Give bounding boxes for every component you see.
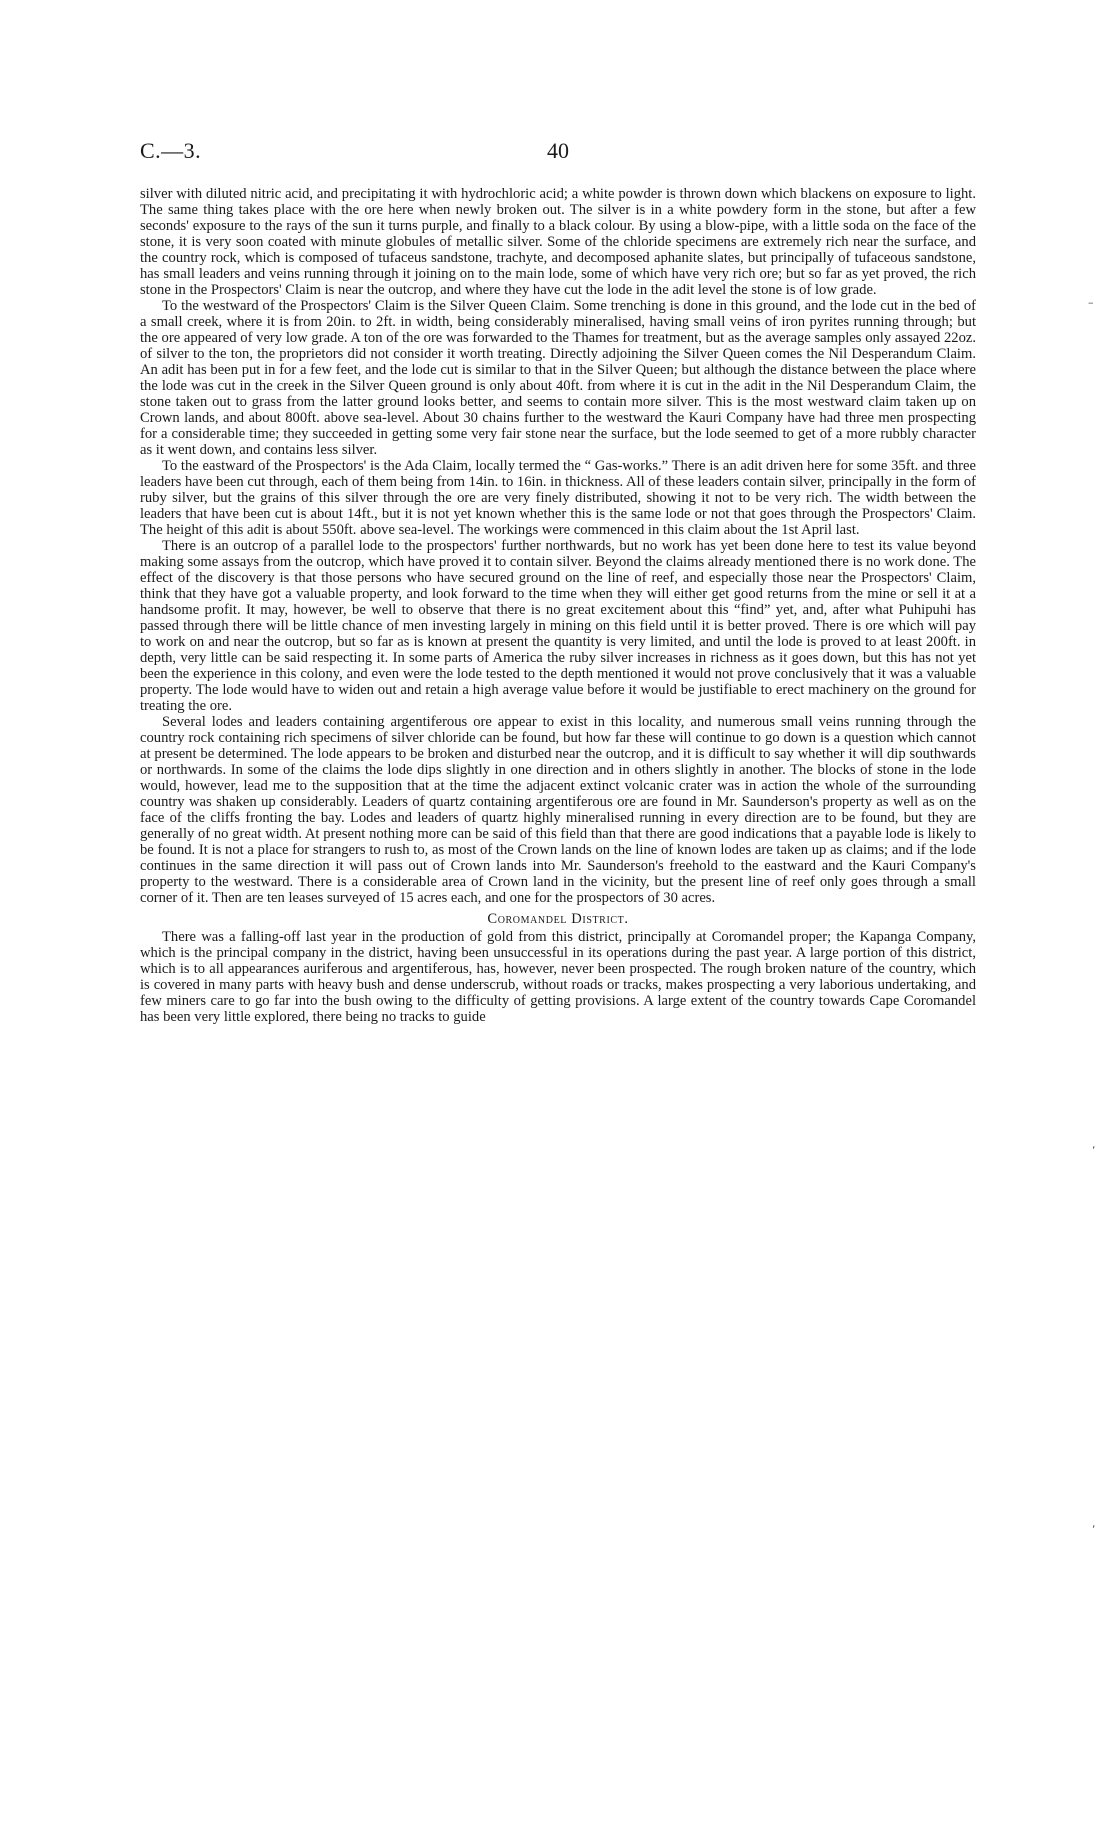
margin-mark-icon: – (1088, 296, 1094, 309)
document-reference: C.—3. (140, 138, 202, 163)
paragraph: Several lodes and leaders containing argentiferous ore appear to exist in this locality, and numerous small veins running through the country rock containing rich specimens of silver chloride can be found, but how far these will continue to go down is a question which cannot at present be determined. The lode appears to be broken and disturbed near the outcrop, and it is difficult to say whether it will dip southwards or northwards. In some of the claims the lode dips slightly in one direction and in others slightly in another. The blocks of stone in the lode would, however, lead me to the supposition that at the time the adjacent extinct volcanic crater was in action the whole of the surrounding country was shaken up considerably. Leaders of quartz containing argentiferous ore are found in Mr. Saunderson's property as well as on the face of the cliffs fronting the bay. Lodes and leaders of quartz highly mineralised running in every direction are to be found, but they are generally of no great width. At present nothing more can be said of this field than that there are good indications that a payable lode is likely to be found. It is not a place for strangers to rush to, as most of the Crown lands on the line of known lodes are taken up as claims; and if the lode continues in the same direction it will pass out of Crown lands into Mr. Saunderson's freehold to the eastward and the Kauri Company's property to the westward. There is a considerable area of Crown land in the vicinity, but the present line of reef only goes through a small corner of it. Then are ten leases surveyed of 15 acres each, and one for the prospectors of 30 acres. (140, 714, 976, 906)
section-heading: Coromandel District. (487, 911, 629, 927)
paragraph: There was a falling-off last year in the production of gold from this district, principally at Coromandel proper; the Kapanga Company, which is the principal company in the district, having been unsuccessful in its operations during the past year. A large portion of this district, which is to all appearances auriferous and argentiferous, has, however, never been prospected. The rough broken nature of the country, which is covered in many parts with heavy bush and dense underscrub, without roads or tracks, makes prospecting a very laborious undertaking, and few miners care to go far into the bush owing to the difficulty of getting provisions. A large extent of the country towards Cape Coromandel has been very little explored, there being no tracks to guide (140, 929, 976, 1025)
page-number: 40 (547, 138, 569, 163)
paragraph: To the westward of the Prospectors' Claim is the Silver Queen Claim. Some trenching is done in this ground, and the lode cut in the bed of a small creek, where it is from 20in. to 2ft. in width, being considerably mineralised, having small veins of iron pyrites running through; but the ore appeared of very low grade. A ton of the ore was forwarded to the Thames for treatment, but as the average samples only assayed 22oz. of silver to the ton, the proprietors did not consider it worth treating. Directly adjoining the Silver Queen comes the Nil Desperandum Claim. An adit has been put in for a few feet, and the lode cut is similar to that in the Silver Queen; but although the distance between the place where the lode was cut in the creek in the Silver Queen ground is only about 40ft. from where it is cut in the adit in the Nil Desperandum Claim, the stone taken out to grass from the latter ground looks better, and seems to contain more silver. This is the most westward claim taken up on Crown lands, and about 800ft. above sea-level. About 30 chains further to the westward the Kauri Company have had three men prospecting for a considerable time; they succeeded in getting some very fair stone near the surface, but the lode seemed to get of a more rubbly character as it went down, and contains less silver. (140, 298, 976, 458)
page-header (140, 138, 976, 168)
paragraph: silver with diluted nitric acid, and precipitating it with hydrochloric acid; a white powder is thrown down which blackens on exposure to light. The same thing takes place with the ore here when newly broken out. The silver is in a white powdery form in the stone, but after a few seconds' exposure to the rays of the sun it turns purple, and finally to a black colour. By using a blow-pipe, with a little soda on the face of the stone, it is very soon coated with minute globules of metallic silver. Some of the chloride specimens are extremely rich near the surface, and the country rock, which is composed of tufaceus sandstone, trachyte, and decomposed aphanite slates, but principally of tufaceous sandstone, has small leaders and veins running through it joining on to the main lode, some of which have very rich ore; but so far as yet proved, the rich stone in the Prospectors' Claim is near the outcrop, and where they have cut the lode in the adit level the stone is of low grade. (140, 186, 976, 298)
margin-mark-icon: ‘ (1092, 1144, 1096, 1157)
paragraph: There is an outcrop of a parallel lode to the prospectors' further northwards, but no work has yet been done here to test its value beyond making some assays from the outcrop, which have proved it to contain silver. Beyond the claims already mentioned there is no work done. The effect of the discovery is that those persons who have secured ground on the line of reef, and especially those near the Prospectors' Claim, think that they have got a valuable property, and look forward to the time when they will either get good returns from the mine or sell it at a handsome profit. It may, however, be well to observe that there is no great excitement about this “find” yet, and, after what Puhipuhi has passed through there will be little chance of men investing largely in mining on this field until it is better proved. There is ore which will pay to work on and near the outcrop, but so far as is known at present the quantity is very limited, and until the lode is proved to at least 200ft. in depth, very little can be said respecting it. In some parts of America the ruby silver increases in richness as it goes down, but this has not yet been the experience in this colony, and even were the lode tested to the depth mentioned it would not prove conclusively that it was a valuable property. The lode would have to widen out and retain a high average value before it would be justifiable to erect machinery on the ground for treating the ore. (140, 538, 976, 714)
paragraph: To the eastward of the Prospectors' is the Ada Claim, locally termed the “ Gas-works.” There is an adit driven here for some 35ft. and three leaders have been cut through, each of them being from 14in. to 16in. in thickness. All of these leaders contain silver, principally in the form of ruby silver, but the grains of this silver through the ore are very finely distributed, showing it not to be very rich. The width between the leaders that have been cut is about 14ft., but it is not yet known whether this is the same lode or not that goes through the Prospectors' Claim. The height of this adit is about 550ft. above sea-level. The workings were commenced in this claim about the 1st April last. (140, 458, 976, 538)
margin-mark-icon: ‘ (1092, 1523, 1096, 1536)
body-text (140, 186, 976, 1025)
